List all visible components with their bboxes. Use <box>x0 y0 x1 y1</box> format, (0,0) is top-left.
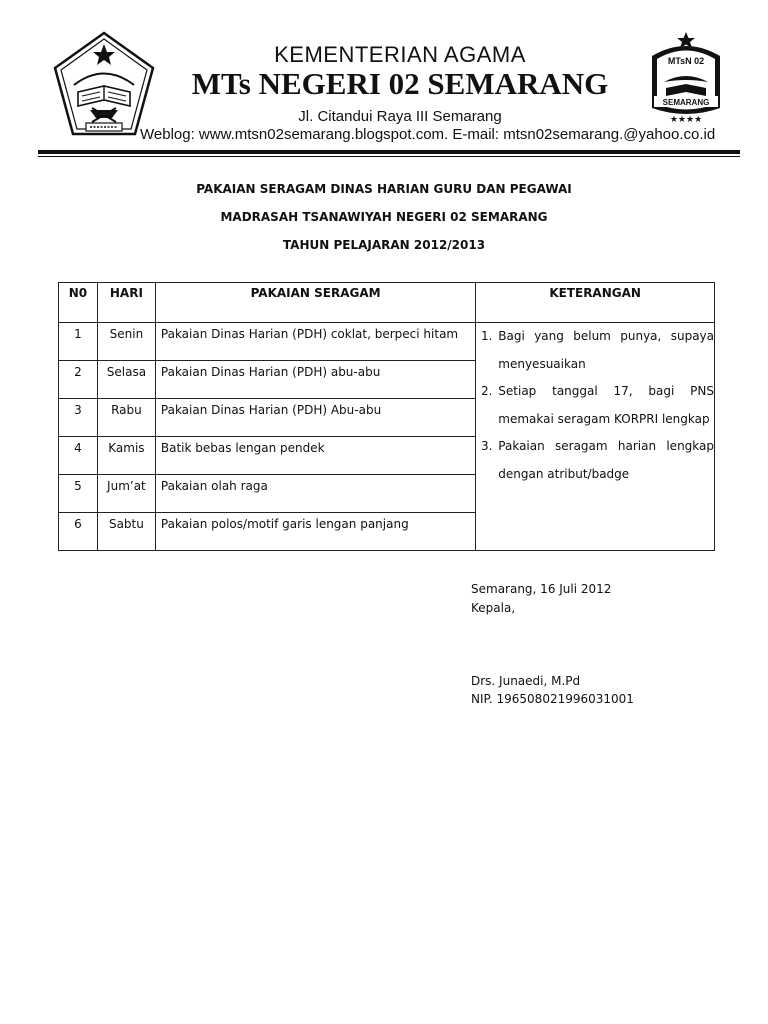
row-number: 3 <box>59 399 98 437</box>
seal-top-text: MTsN 02 <box>667 56 705 66</box>
uniform-schedule-table <box>58 282 715 551</box>
note-item: 3. Pakaian seragam harian lengkap dengan atribut/badge <box>496 433 714 488</box>
seal-bottom-text: SEMARANG <box>662 98 710 107</box>
row-day: Sabtu <box>97 513 155 551</box>
row-uniform: Pakaian polos/motif garis lengan panjang <box>155 513 475 551</box>
table-header-row <box>59 283 715 323</box>
signatory-name: Drs. Junaedi, M.Pd <box>471 674 581 688</box>
letterhead-rule-thick <box>38 150 740 154</box>
row-uniform: Batik bebas lengan pendek <box>155 437 475 475</box>
row-number: 6 <box>59 513 98 551</box>
table-row <box>59 323 715 361</box>
signatory-nip: NIP. 196508021996031001 <box>471 692 634 706</box>
row-number: 2 <box>59 361 98 399</box>
row-day: Selasa <box>97 361 155 399</box>
school-address: Jl. Citandui Raya III Semarang <box>298 108 502 125</box>
row-day: Jum’at <box>97 475 155 513</box>
row-uniform: Pakaian Dinas Harian (PDH) coklat, berpeci hitam <box>155 323 475 361</box>
row-day: Kamis <box>97 437 155 475</box>
school-contact: Weblog: www.mtsn02semarang.blogspot.com. E-mail: mtsn02semarang.@yahoo.co.id <box>140 126 716 143</box>
document-title-line-1: PAKAIAN SERAGAM DINAS HARIAN GURU DAN PEGAWAI <box>196 182 572 196</box>
row-uniform: Pakaian olah raga <box>155 475 475 513</box>
row-uniform: Pakaian Dinas Harian (PDH) Abu-abu <box>155 399 475 437</box>
notes-list <box>476 323 714 488</box>
row-uniform: Pakaian Dinas Harian (PDH) abu-abu <box>155 361 475 399</box>
signature-place-date: Semarang, 16 Juli 2012 <box>471 582 612 596</box>
document-title-line-3: TAHUN PELAJARAN 2012/2013 <box>282 238 486 252</box>
mtsn-02-seal-icon <box>646 30 726 126</box>
letterhead-rule-thin <box>38 156 740 157</box>
svg-text:★★★★: ★★★★ <box>669 115 703 125</box>
row-day: Senin <box>97 323 155 361</box>
notes-cell <box>476 323 715 551</box>
school-name: MTs NEGERI 02 SEMARANG <box>191 66 609 101</box>
header-day: HARI <box>97 283 155 323</box>
note-item: 2. Setiap tanggal 17, bagi PNS memakai seragam KORPRI lengkap <box>496 378 714 433</box>
signature-position: Kepala, <box>471 601 516 615</box>
row-day: Rabu <box>97 399 155 437</box>
row-number: 4 <box>59 437 98 475</box>
kementerian-agama-emblem-icon <box>52 30 156 140</box>
letterhead <box>0 0 768 160</box>
ministry-name: KEMENTERIAN AGAMA <box>274 42 526 67</box>
header-uniform: PAKAIAN SERAGAM <box>155 283 475 323</box>
row-number: 1 <box>59 323 98 361</box>
document-title-line-2: MADRASAH TSANAWIYAH NEGERI 02 SEMARANG <box>220 210 548 224</box>
row-number: 5 <box>59 475 98 513</box>
note-item: 1. Bagi yang belum punya, supaya menyesuaikan <box>496 323 714 378</box>
header-notes: KETERANGAN <box>476 283 715 323</box>
header-number: N0 <box>59 283 98 323</box>
